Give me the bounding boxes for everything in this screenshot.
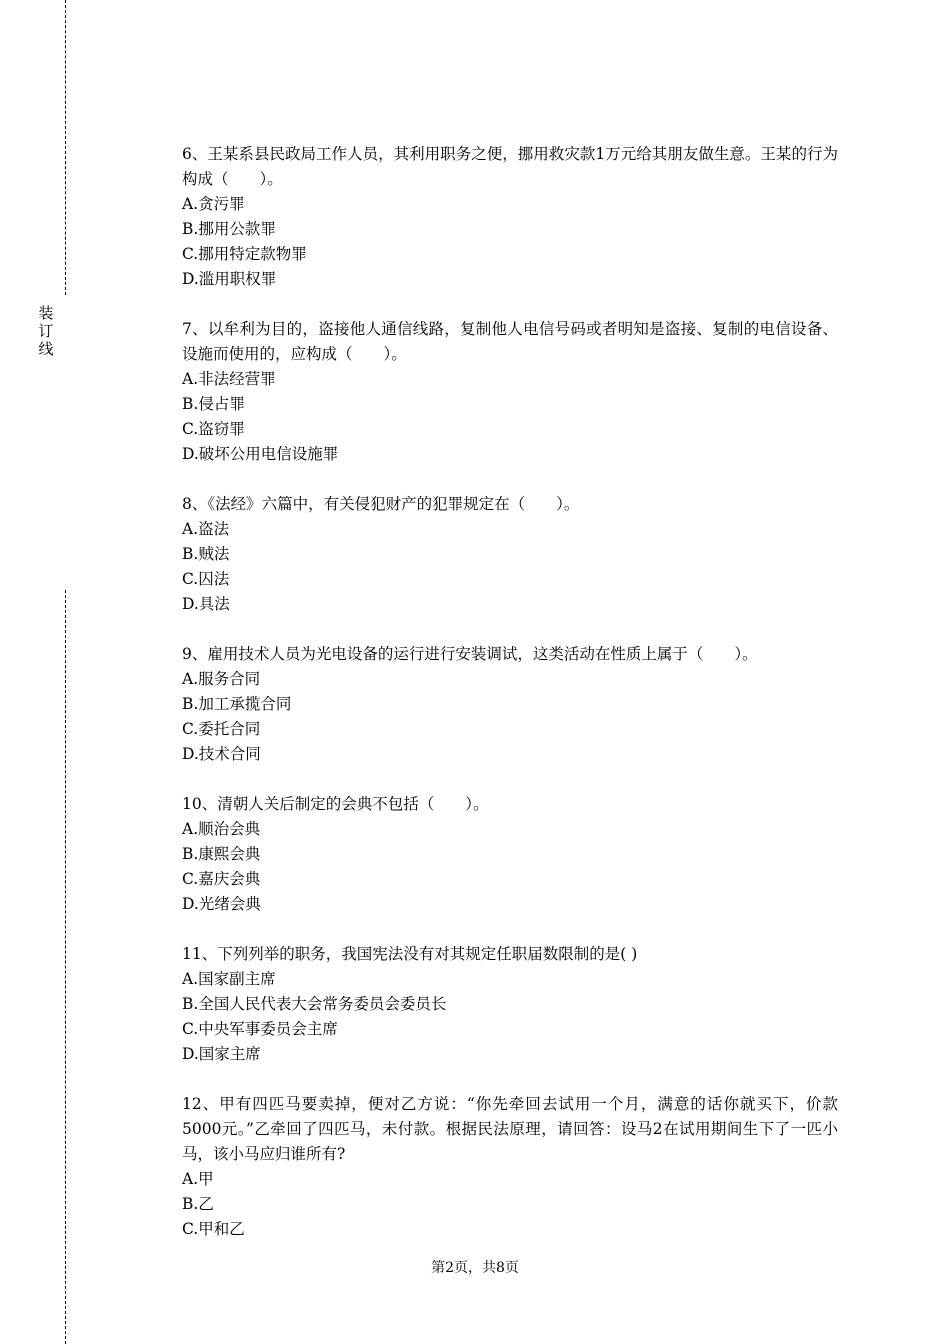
option-d: D.具法 <box>182 595 230 613</box>
option-b: B.加工承揽合同 <box>182 695 292 713</box>
option-c: C.委托合同 <box>182 720 261 738</box>
question-12 <box>182 1092 838 1242</box>
question-stem: 6、王某系县民政局工作人员，其利用职务之便，挪用救灾款1万元给其朋友做生意。王某的行为构成（ ）。 <box>182 145 838 188</box>
option-b: B.贼法 <box>182 545 230 563</box>
option-c: C.盗窃罪 <box>182 420 245 438</box>
option-b: B.侵占罪 <box>182 395 245 413</box>
option-a: A.甲 <box>182 1170 214 1188</box>
option-a: A.非法经营罪 <box>182 370 276 388</box>
option-a: A.贪污罪 <box>182 195 245 213</box>
question-8 <box>182 492 838 617</box>
question-10 <box>182 792 838 917</box>
binding-label <box>37 304 55 358</box>
question-11 <box>182 942 838 1067</box>
option-d: D.滥用职权罪 <box>182 270 277 288</box>
option-a: A.顺治会典 <box>182 820 261 838</box>
question-6 <box>182 142 838 292</box>
option-d: D.光绪会典 <box>182 895 261 913</box>
option-a: A.盗法 <box>182 520 230 538</box>
option-c: C.挪用特定款物罪 <box>182 245 307 263</box>
option-b: B.挪用公款罪 <box>182 220 276 238</box>
binding-char: 订 <box>38 322 54 340</box>
question-stem: 10、清朝人关后制定的会典不包括（ ）。 <box>182 795 489 813</box>
binding-dashed-line-top <box>65 0 66 295</box>
option-b: B.康熙会典 <box>182 845 261 863</box>
question-stem: 8、《法经》六篇中，有关侵犯财产的犯罪规定在（ ）。 <box>182 495 580 513</box>
option-b: B.全国人民代表大会常务委员会委员长 <box>182 995 447 1013</box>
question-9 <box>182 642 838 767</box>
page-number: 第2页，共8页 <box>431 1260 519 1276</box>
option-b: B.乙 <box>182 1195 214 1213</box>
binding-dashed-line-bottom <box>65 590 66 1344</box>
question-stem: 7、以牟利为目的，盗接他人通信线路，复制他人电信号码或者明知是盗接、复制的电信设备、设施而使用的，应构成（ ）。 <box>182 320 838 363</box>
question-list <box>182 142 838 1267</box>
question-stem: 9、雇用技术人员为光电设备的运行进行安装调试，这类活动在性质上属于（ ）。 <box>182 645 758 663</box>
option-c: C.囚法 <box>182 570 230 588</box>
option-d: D.破坏公用电信设施罪 <box>182 445 339 463</box>
option-d: D.技术合同 <box>182 745 261 763</box>
option-a: A.服务合同 <box>182 670 261 688</box>
option-c: C.甲和乙 <box>182 1220 245 1238</box>
question-7 <box>182 317 838 467</box>
option-c: C.中央军事委员会主席 <box>182 1020 338 1038</box>
option-d: D.国家主席 <box>182 1045 261 1063</box>
option-a: A.国家副主席 <box>182 970 276 988</box>
option-c: C.嘉庆会典 <box>182 870 261 888</box>
question-stem: 12、甲有四匹马要卖掉，便对乙方说：“你先牵回去试用一个月，满意的话你就买下，价款5000元。”乙牵回了四匹马，未付款。根据民法原理，请回答：设马2在试用期间生下了一匹小马，该小马应归谁所有? <box>182 1095 838 1163</box>
binding-char: 线 <box>38 340 54 358</box>
question-stem: 11、下列列举的职务，我国宪法没有对其规定任职届数限制的是( ) <box>182 945 638 963</box>
binding-char: 装 <box>38 304 54 322</box>
